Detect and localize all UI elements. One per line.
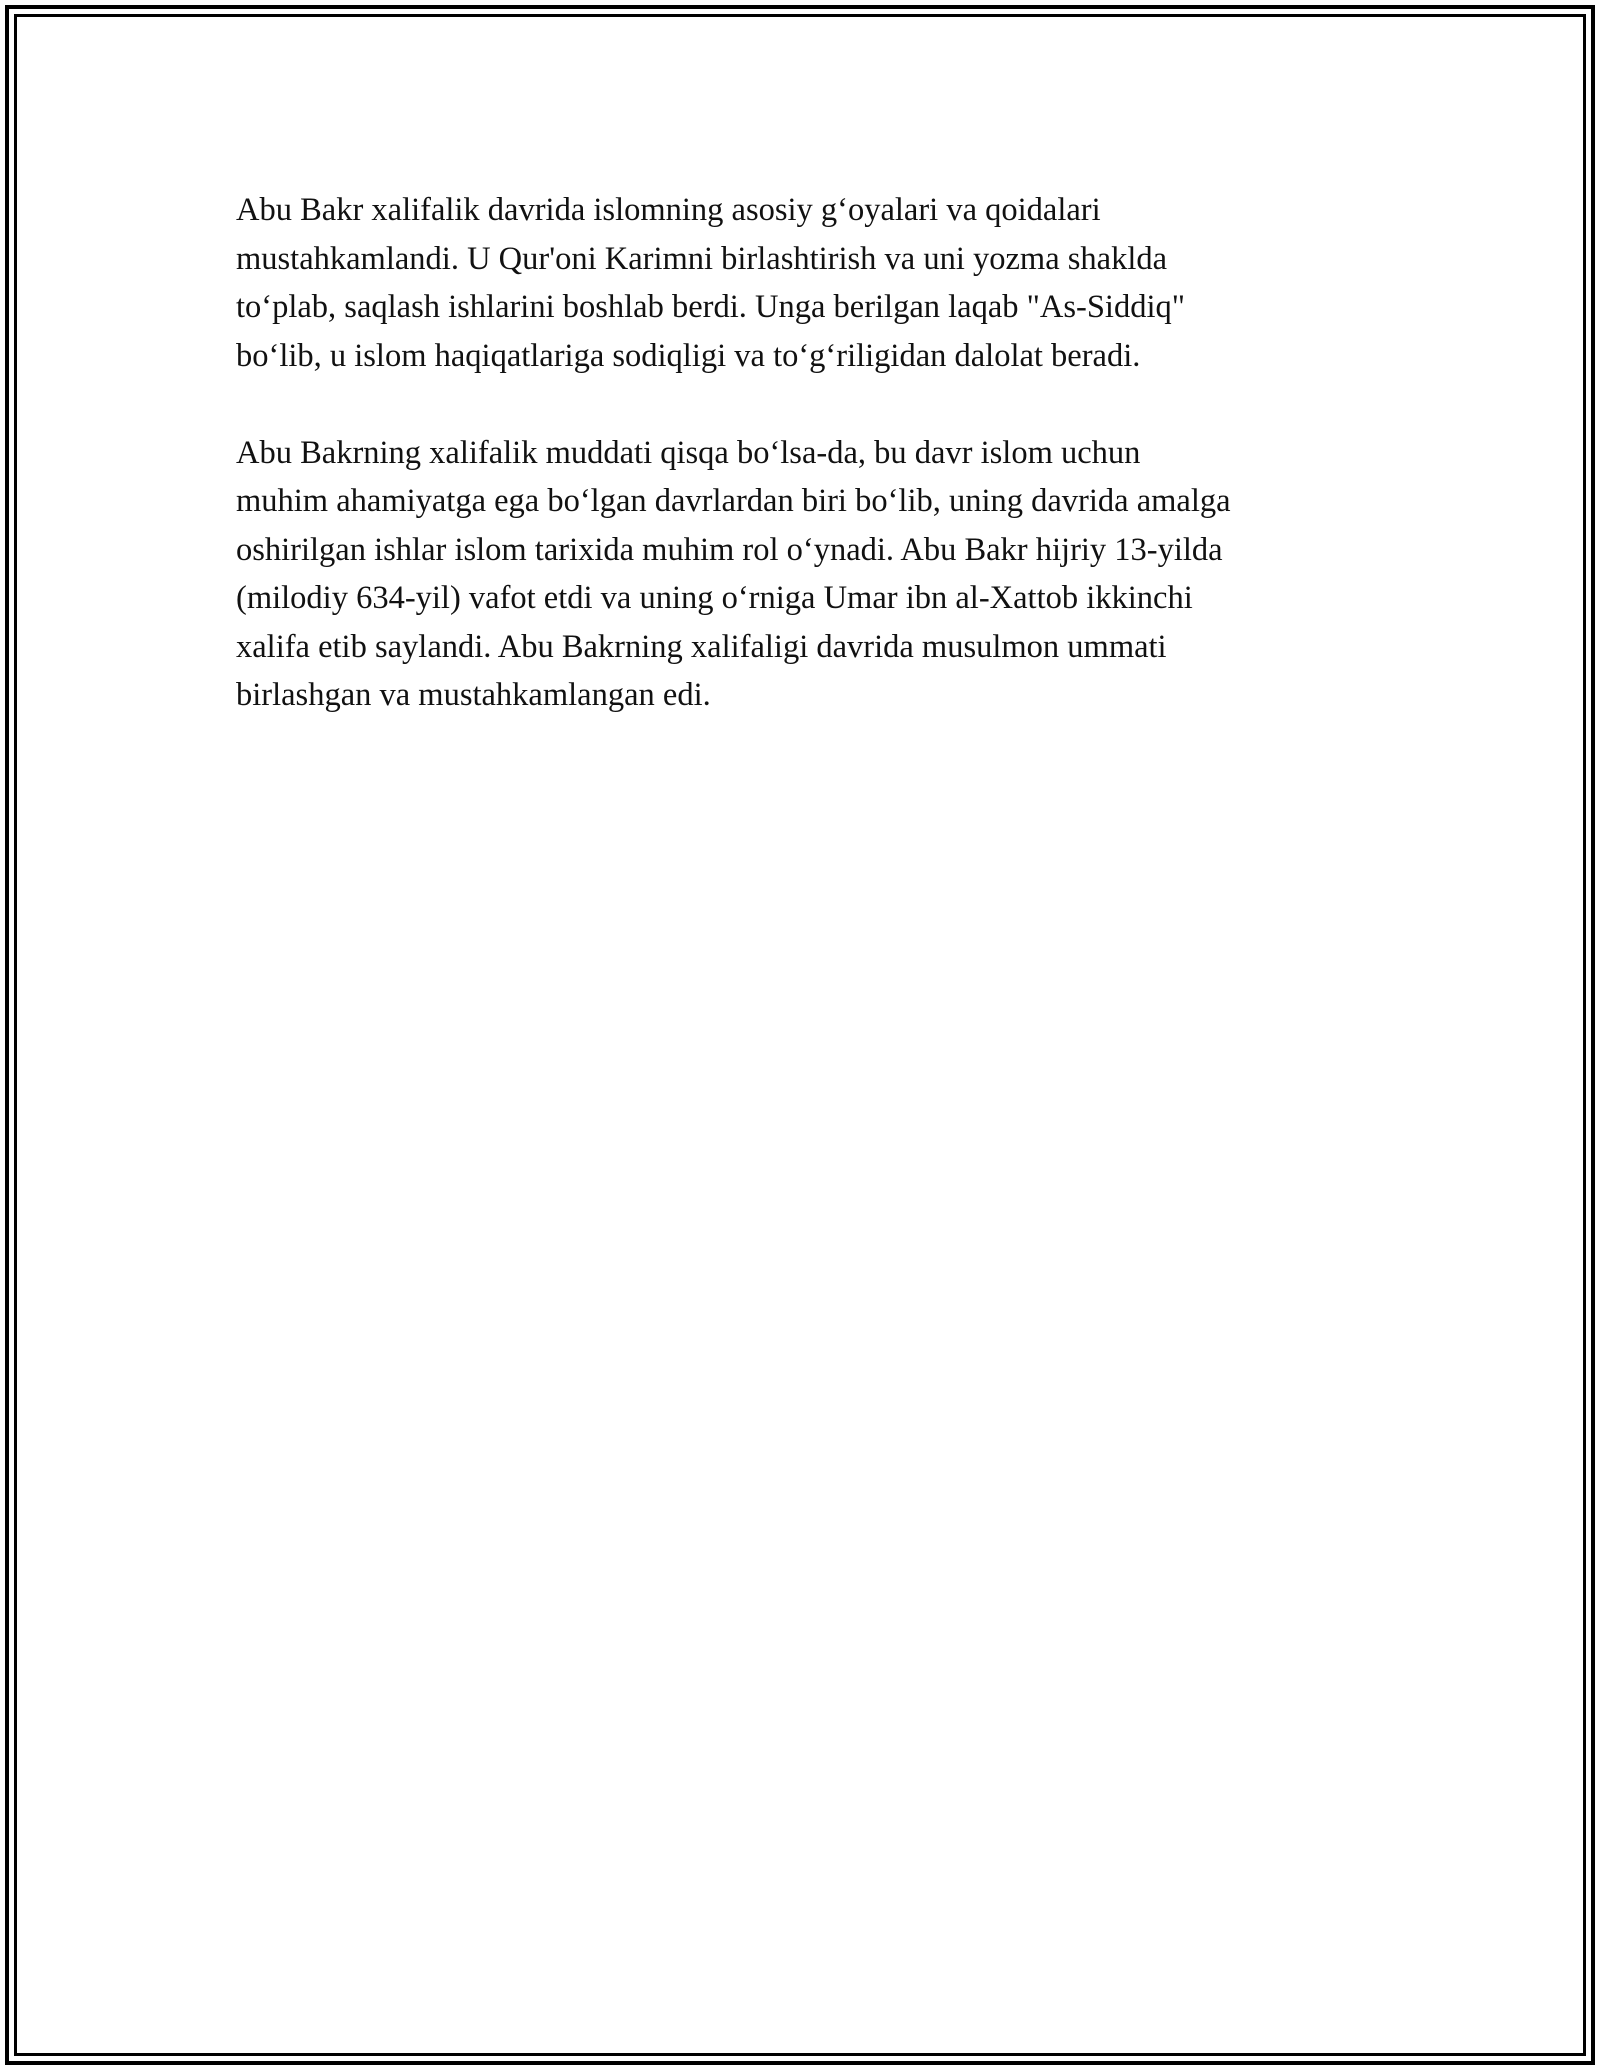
paragraph-line: oshirilgan ishlar islom tarixida muhim rol o‘ynadi. Abu Bakr hijriy 13-yilda — [236, 531, 1223, 568]
paragraph-line: muhim ahamiyatga ega bo‘lgan davrlardan biri bo‘lib, uning davrida amalga — [236, 483, 1231, 519]
paragraph-line: Abu Bakr xalifalik davrida islomning asosiy g‘oyalari va qoidalari — [236, 192, 1101, 228]
paragraph-line: to‘plab, saqlash ishlarini boshlab berdi. Unga berilgan laqab "As-Siddiq" — [236, 289, 1185, 325]
paragraph-line: bo‘lib, u islom haqiqatlariga sodiqligi va to‘g‘riligidan dalolat beradi. — [236, 337, 1141, 374]
paragraph-line: (milodiy 634-yil) vafot etdi va uning o‘rniga Umar ibn al-Xattob ikkinchi — [236, 580, 1193, 616]
paragraph-line: birlashgan va mustahkamlangan edi. — [236, 677, 711, 713]
paragraph-1 — [236, 186, 1366, 380]
paragraph-line: xalifa etib saylandi. Abu Bakrning xalifaligi davrida musulmon ummati — [236, 628, 1167, 665]
paragraph-line: mustahkamlandi. U Qur'oni Karimni birlashtirish va uni yozma shaklda — [236, 240, 1168, 277]
paragraph-2 — [236, 429, 1366, 720]
document-body — [236, 186, 1366, 768]
paragraph-line: Abu Bakrning xalifalik muddati qisqa bo‘lsa-da, bu davr islom uchun — [236, 434, 1141, 471]
